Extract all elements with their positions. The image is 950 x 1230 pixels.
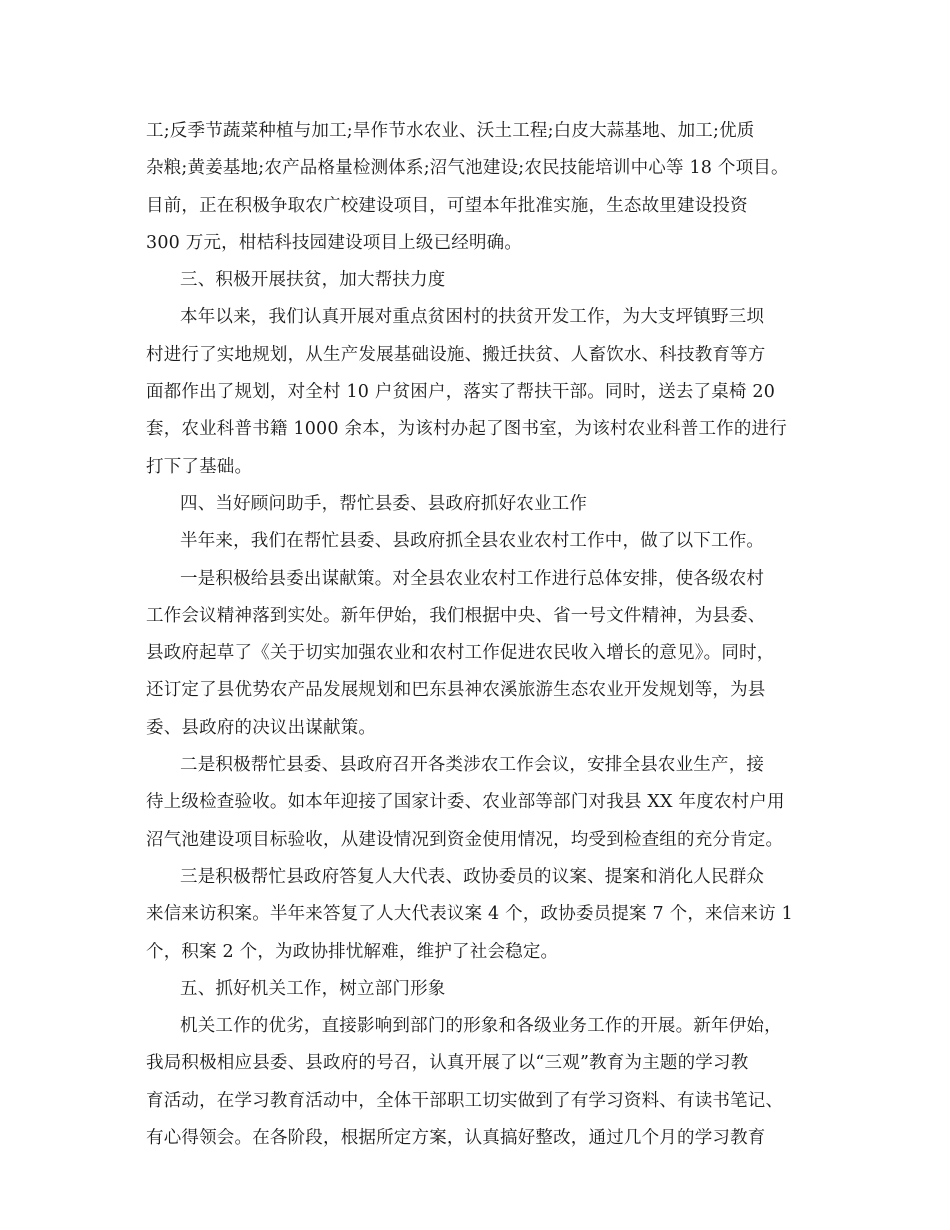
text-line: 村进行了实地规划，从生产发展基础设施、搬迁扶贫、人畜饮水、科技教育等方 xyxy=(146,344,766,365)
text-line: 五、抓好机关工作，树立部门形象 xyxy=(180,978,446,999)
text-line: 工;反季节蔬菜种植与加工;旱作节水农业、沃土工程;白皮大蒜基地、加工;优质 xyxy=(146,121,755,141)
text-line: 三、积极开展扶贫，加大帮扶力度 xyxy=(180,270,446,291)
text-line: 一是积极给县委出谋献策。对全县农业农村工作进行总体安排，使各级农村 xyxy=(180,568,765,589)
text-line: 育活动，在学习教育活动中，全体干部职工切实做到了有学习资料、有读书笔记、 xyxy=(146,1090,784,1111)
text-line: 打下了基础。 xyxy=(146,456,253,477)
text-line: 工作会议精神落到实处。新年伊始，我们根据中央、省一号文件精神，为县委、 xyxy=(146,605,766,626)
text-line: 面都作出了规划，对全村 10 户贫困户，落实了帮扶干部。同时，送去了桌椅 20 xyxy=(146,382,776,403)
text-line: 目前，正在积极争取农广校建设项目，可望本年批准实施，生态故里建设投资 xyxy=(146,195,748,216)
text-line: 来信来访积案。半年来答复了人大代表议案 4 个，政协委员提案 7 个，来信来访 1 xyxy=(146,904,793,925)
text-line: 县政府起草了《关于切实加强农业和农村工作促进农民收入增长的意见》。同时， xyxy=(146,643,775,664)
text-line: 有心得领会。在各阶段，根据所定方案，认真搞好整改，通过几个月的学习教育 xyxy=(146,1128,766,1149)
text-line: 二是积极帮忙县委、县政府召开各类涉农工作会议，安排全县农业生产，接 xyxy=(180,755,765,776)
text-line: 三是积极帮忙县政府答复人大代表、政协委员的议案、提案和消化人民群众 xyxy=(180,866,765,887)
text-line: 待上级检查验收。如本年迎接了国家计委、农业部等部门对我县 XX 年度农村户用 xyxy=(146,792,785,813)
text-line: 300 万元，柑桔科技园建设项目上级已经明确。 xyxy=(146,232,523,253)
text-line: 四、当好顾问助手，帮忙县委、县政府抓好农业工作 xyxy=(180,493,588,514)
text-line: 半年来，我们在帮忙县委、县政府抓全县农业农村工作中，做了以下工作。 xyxy=(180,531,765,552)
text-line: 杂粮;黄姜基地;农产品格量检测体系;沼气池建设;农民技能培训中心等 18 个项目。 xyxy=(146,158,789,179)
text-line: 个，积案 2 个，为政协排忧解难，维护了社会稳定。 xyxy=(146,941,559,962)
text-line: 套，农业科普书籍 1000 余本，为该村办起了图书室，为该村农业科普工作的进行 xyxy=(146,419,787,440)
text-line: 机关工作的优劣，直接影响到部门的形象和各级业务工作的开展。新年伊始， xyxy=(180,1016,782,1037)
text-line: 委、县政府的决议出谋献策。 xyxy=(146,717,377,738)
text-line: 还订定了县优势农产品发展规划和巴东县神农溪旅游生态农业开发规划等，为县 xyxy=(146,680,766,701)
text-line: 本年以来，我们认真开展对重点贫困村的扶贫开发工作，为大支坪镇野三坝 xyxy=(180,307,765,328)
text-line: 沼气池建设项目标验收，从建设情况到资金使用情况，均受到检查组的充分肯定。 xyxy=(146,829,784,850)
document-body xyxy=(146,113,826,1157)
text-line: 我局积极相应县委、县政府的号召，认真开展了以“三观”教育为主题的学习教 xyxy=(146,1053,749,1074)
